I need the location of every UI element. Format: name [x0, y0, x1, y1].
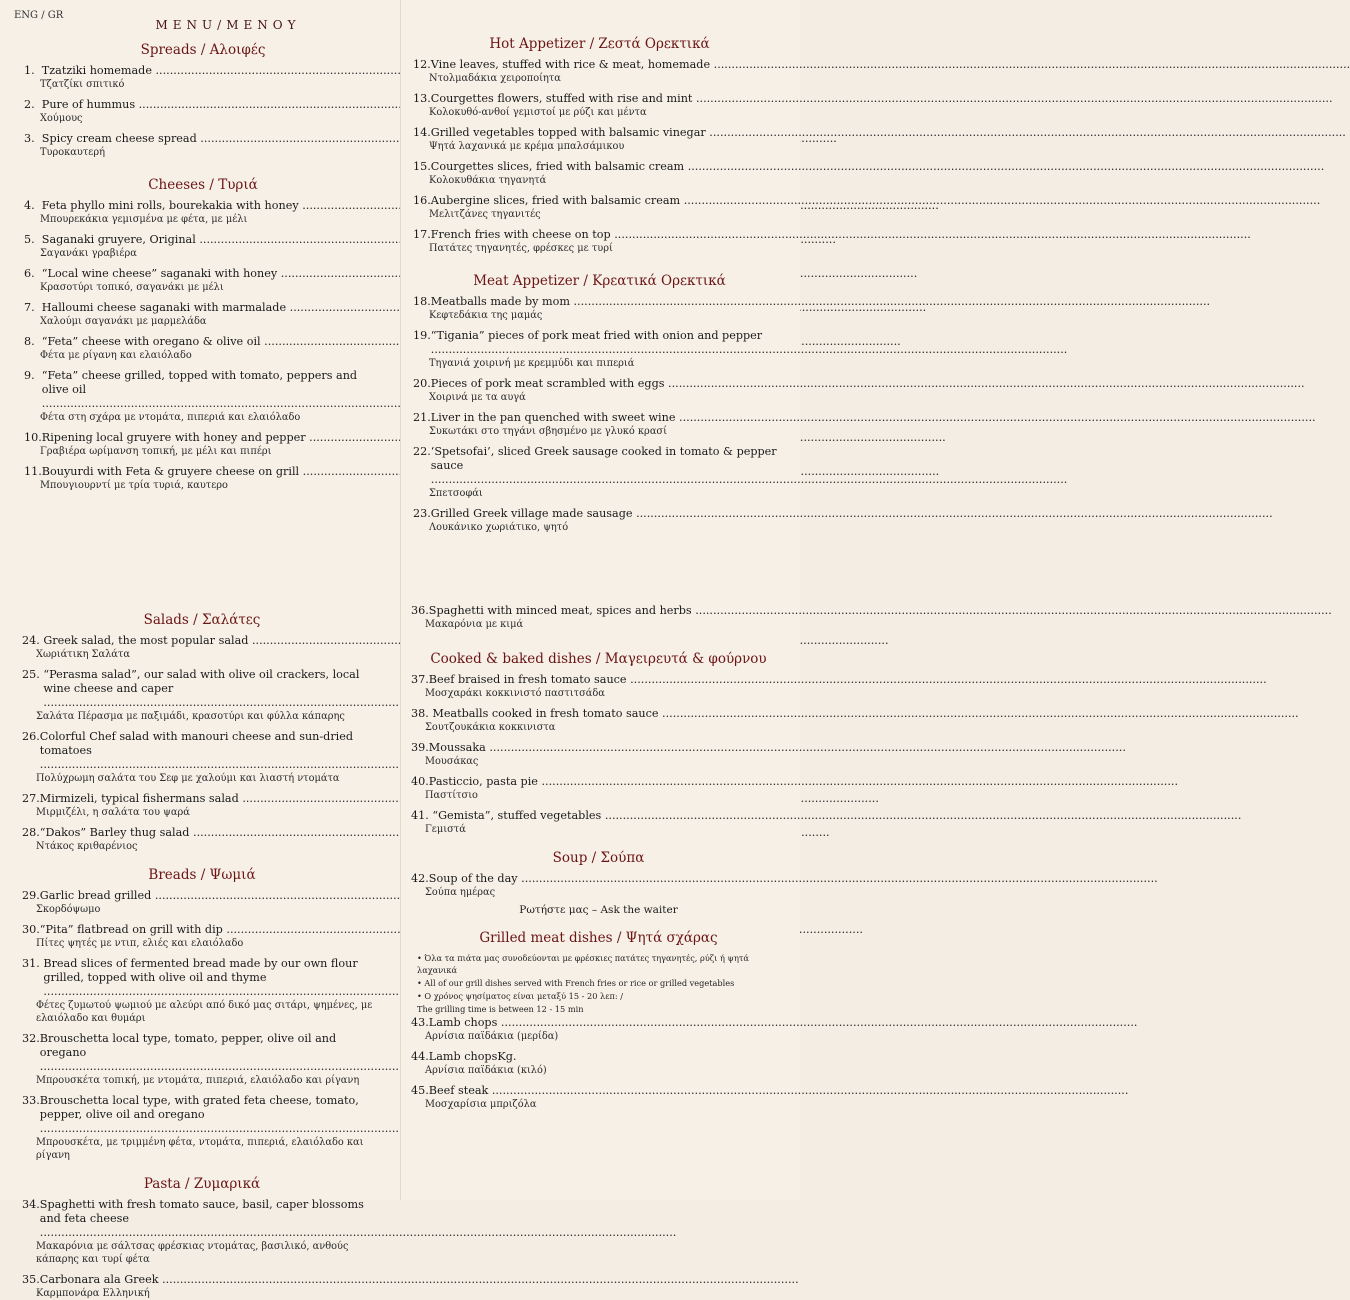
item-name-en: Carbonara ala Greek ..... — [40, 1273, 382, 1287]
menu-item[interactable] — [24, 98, 382, 125]
menu-item[interactable] — [413, 194, 786, 221]
item-name-gr: Ψητά λαχανικά με κρέμα μπαλσάμικου — [429, 141, 625, 152]
item-name-gr: Μιρμιζέλι, η σαλάτα του ψαρά — [36, 807, 190, 818]
item-number: 39. — [411, 741, 429, 754]
item-name-en: Courgettes slices, fried with balsamic cream ..... — [431, 160, 786, 174]
section-heading: Meat Appetizer / Κρεατικά Ορεκτικά — [473, 273, 726, 289]
item-name-gr: Καρμπονάρα Ελληνική — [36, 1288, 150, 1299]
menu-item[interactable] — [24, 465, 382, 492]
menu-item[interactable] — [413, 377, 786, 404]
grill-note: • Όλα τα πιάτα μας συνοδεύονται με φρέσκιες πατάτες τηγανητές, ρύζι ή ψητά λαχανικά — [417, 953, 749, 975]
item-english-line — [22, 957, 382, 999]
item-english-line — [24, 132, 382, 146]
item-number: 29. — [22, 889, 40, 902]
item-number: 25. — [22, 668, 44, 681]
menu-item[interactable] — [411, 673, 786, 700]
item-name-en: Grilled vegetables topped with balsamic vinegar ..... — [431, 126, 786, 140]
item-name-gr: Τζατζίκι σπιτικό — [40, 79, 125, 90]
item-name-en: Pieces of pork meat scrambled with eggs ..... — [431, 377, 786, 391]
item-name-gr: Φέτα με ρίγανη και ελαιόλαδο — [40, 350, 192, 361]
item-name-en: Beef braised in fresh tomato sauce ..... — [429, 673, 786, 687]
section-heading: Cooked & baked dishes / Μαγειρευτά & φούρνου — [430, 651, 767, 667]
item-number: 2. — [24, 98, 42, 111]
item-name-en: “Dakos” Barley thug salad ..... — [40, 826, 382, 840]
item-number: 20. — [413, 377, 431, 390]
item-number: 23. — [413, 507, 431, 520]
item-english-line — [413, 58, 786, 72]
item-name-gr: Μοσχαράκι κοκκινιστό παστιτσάδα — [425, 688, 605, 699]
item-name-en: Liver in the pan quenched with sweet wine ..... — [431, 411, 786, 425]
item-name-gr: Σαγανάκι γραβιέρα — [40, 248, 137, 259]
item-name-gr: Μακαρόνια με κιμά — [425, 619, 524, 630]
item-name-en: Pasticcio, pasta pie ..... — [429, 775, 786, 789]
item-name-en: “Tigania” pieces of pork meat fried with onion and pepper ..... — [431, 329, 786, 357]
item-english-line — [413, 194, 786, 208]
item-name-en: Meatballs made by mom ..... — [431, 295, 786, 309]
item-number: 14. — [413, 126, 431, 139]
item-english-line — [22, 923, 382, 937]
menu-item[interactable] — [24, 64, 382, 91]
menu-item[interactable] — [22, 826, 382, 853]
menu-item[interactable] — [22, 1273, 382, 1300]
item-english-line — [22, 1198, 382, 1240]
item-name-gr: Χαλούμι σαγανάκι με μαρμελάδα — [40, 316, 207, 327]
item-name-gr: Γεμιστά — [425, 824, 466, 835]
item-english-line — [24, 98, 382, 112]
grill-note: • Ο χρόνος ψησίματος είναι μεταξύ 15 - 20 λεπ: / — [417, 991, 623, 1001]
menu-item[interactable] — [411, 872, 786, 899]
section-heading: Soup / Σούπα — [552, 850, 645, 866]
item-number: 38. — [411, 707, 433, 720]
item-number: 16. — [413, 194, 431, 207]
item-english-line — [24, 335, 382, 349]
item-number: 43. — [411, 1016, 429, 1029]
item-name-gr: Φέτα στη σχάρα με ντομάτα, πιπεριά και ελαιόλαδο — [40, 412, 301, 423]
item-number: 45. — [411, 1084, 429, 1097]
section-heading: Grilled meat dishes / Ψητά σχάρας — [479, 930, 718, 946]
item-english-line — [413, 329, 786, 357]
menu-item[interactable] — [24, 431, 382, 458]
item-number: 19. — [413, 329, 431, 342]
item-english-line — [413, 228, 786, 242]
item-name-gr: Ντολμαδάκια χειροποίητα — [429, 73, 561, 84]
item-name-en: “Perasma salad”, our salad with olive oil crackers, local wine cheese and caper ..... — [43, 668, 382, 710]
item-number: 4. — [24, 199, 42, 212]
menu-item[interactable] — [24, 267, 382, 294]
item-name-en: Meatballs cooked in fresh tomato sauce ..... — [432, 707, 786, 721]
item-english-line — [22, 730, 382, 772]
menu-item[interactable] — [22, 1032, 382, 1087]
menu-item[interactable] — [413, 126, 786, 153]
item-name-gr: Παστίτσιο — [425, 790, 478, 801]
item-name-gr: Τηγανιά χοιρινή με κρεμμύδι και πιπεριά — [429, 358, 635, 369]
item-english-line — [22, 826, 382, 840]
item-name-gr: Γραβιέρα ωρίμανση τοπική, με μέλι και πιπέρι — [40, 446, 272, 457]
item-english-line — [413, 295, 786, 309]
item-number: 41. — [411, 809, 433, 822]
item-name-en: Brouschetta local type, with grated feta cheese, tomato, pepper, olive oil and oregano ..... — [40, 1094, 382, 1136]
menu-item[interactable] — [22, 792, 382, 819]
menu-item[interactable] — [22, 730, 382, 785]
item-english-line — [411, 1050, 786, 1064]
item-name-gr: Φέτες ζυμωτού ψωμιού με αλεύρι από δικό μας σιτάρι, ψημένες, με ελαιόλαδο και θυμάρι — [36, 1000, 373, 1024]
item-english-line — [411, 673, 786, 687]
item-english-line — [24, 199, 382, 213]
item-name-gr: Χούμους — [40, 113, 83, 124]
item-name-gr: Χοιρινά με τα αυγά — [429, 392, 526, 403]
menu-item[interactable] — [22, 668, 382, 723]
item-name-en: Colorful Chef salad with manouri cheese and sun-dried tomatoes ..... — [40, 730, 382, 772]
menu-item[interactable] — [22, 1198, 382, 1266]
item-name-en: Lamb chops Kg. — [429, 1050, 786, 1064]
item-name-gr: Μπρουσκέτα, με τριμμένη φέτα, ντομάτα, πιπεριά, ελαιόλαδο και ρίγανη — [36, 1137, 364, 1161]
item-english-line — [413, 445, 786, 487]
menu-item[interactable] — [413, 445, 786, 500]
item-english-line — [22, 1273, 382, 1287]
section-heading: Spreads / Αλοιφές — [140, 42, 266, 58]
item-english-line — [24, 431, 382, 445]
item-english-line — [24, 64, 382, 78]
item-name-en: “Local wine cheese” saganaki with honey ..... — [42, 267, 382, 281]
item-number: 12. — [413, 58, 431, 71]
item-english-line — [411, 872, 786, 886]
item-name-en: Beef steak ..... — [429, 1084, 786, 1098]
menu-item[interactable] — [411, 775, 786, 802]
item-english-line — [24, 301, 382, 315]
item-number: 32. — [22, 1032, 40, 1045]
item-name-en: Ripening local gruyere with honey and pepper ..... — [42, 431, 382, 445]
item-name-gr: Κεφτεδάκια της μαμάς — [429, 310, 543, 321]
section-heading: Hot Appetizer / Ζεστά Ορεκτικά — [489, 36, 710, 52]
item-name-en: Garlic bread grilled ..... — [40, 889, 382, 903]
item-name-gr: Μπρουσκέτα τοπική, με ντομάτα, πιπεριά, ελαιόλαδο και ρίγανη — [36, 1075, 360, 1086]
item-name-gr: Πολύχρωμη σαλάτα του Σεφ με χαλούμι και λιαστή ντομάτα — [36, 773, 340, 784]
item-name-en: Bouyurdi with Feta & gruyere cheese on grill ..... — [42, 465, 382, 479]
item-name-gr: Σκορδόψωμο — [36, 904, 101, 915]
item-number: 26. — [22, 730, 40, 743]
menu-title: MENU/MENOY — [155, 18, 301, 32]
menu-item[interactable] — [411, 1016, 786, 1043]
section-heading: Breads / Ψωμιά — [148, 867, 256, 883]
item-number: 22. — [413, 445, 431, 458]
item-name-en: “Feta” cheese grilled, topped with tomato, peppers and olive oil ..... — [42, 369, 382, 411]
item-number: 28. — [22, 826, 40, 839]
grill-note: The grilling time is between 12 - 15 min — [417, 1004, 584, 1014]
item-english-line — [24, 369, 382, 411]
menu-item[interactable] — [413, 160, 786, 187]
item-name-gr: Κρασοτύρι τοπικό, σαγανάκι με μέλι — [40, 282, 224, 293]
item-name-en: Spicy cream cheese spread ..... — [42, 132, 382, 146]
item-name-en: ‘Spetsofai’, sliced Greek sausage cooked in tomato & pepper sauce ..... — [431, 445, 786, 487]
menu-item[interactable] — [411, 707, 786, 734]
item-name-en: French fries with cheese on top ..... — [431, 228, 786, 242]
item-name-gr: Μουσάκας — [425, 756, 479, 767]
menu-item[interactable] — [22, 957, 382, 1025]
item-english-line — [24, 465, 382, 479]
menu-item[interactable] — [413, 507, 786, 534]
item-name-en: “Feta” cheese with oregano & olive oil ..... — [42, 335, 382, 349]
item-name-en: Bread slices of fermented bread made by our own flour grilled, topped with olive oil and thyme ..... — [43, 957, 382, 999]
item-number: 5. — [24, 233, 42, 246]
item-name-en: Lamb chops ..... — [429, 1016, 786, 1030]
item-number: 34. — [22, 1198, 40, 1211]
item-name-en: Feta phyllo mini rolls, bourekakia with honey ..... — [42, 199, 382, 213]
item-number: 21. — [413, 411, 431, 424]
item-english-line — [22, 792, 382, 806]
item-number: 7. — [24, 301, 42, 314]
item-name-gr: Κολοκυθάκια τηγανητά — [429, 175, 547, 186]
item-number: 36. — [411, 604, 429, 617]
menu-item[interactable] — [413, 411, 786, 438]
item-english-line — [413, 377, 786, 391]
item-name-gr: Αρνίσια παϊδάκια (κιλό) — [425, 1065, 547, 1076]
item-english-line — [411, 707, 786, 721]
item-english-line — [411, 741, 786, 755]
item-english-line — [22, 668, 382, 710]
item-name-en: Moussaka ..... — [429, 741, 786, 755]
item-name-gr: Σπετσοφάι — [429, 488, 483, 499]
item-number: 8. — [24, 335, 42, 348]
item-name-en: Greek salad, the most popular salad ..... — [43, 634, 382, 648]
menu-item[interactable] — [24, 369, 382, 424]
item-number: 40. — [411, 775, 429, 788]
item-english-line — [22, 889, 382, 903]
menu-item[interactable] — [411, 741, 786, 768]
menu-item[interactable] — [22, 634, 382, 661]
ask-waiter-note: Ρωτήστε μας – Ask the waiter — [519, 904, 678, 916]
item-name-gr: Σαλάτα Πέρασμα με παξιμάδι, κρασοτύρι και φύλλα κάπαρης — [36, 711, 345, 722]
menu-item[interactable] — [413, 329, 786, 370]
menu-page-2 — [400, 0, 800, 600]
menu-page-1 — [0, 0, 400, 600]
menu-item[interactable] — [411, 1084, 786, 1111]
item-name-en: Aubergine slices, fried with balsamic cream ..... — [431, 194, 786, 208]
item-number: 1. — [24, 64, 42, 77]
item-name-gr: Αρνίσια παϊδάκια (μερίδα) — [425, 1031, 559, 1042]
item-number: 24. — [22, 634, 44, 647]
item-english-line — [413, 507, 786, 521]
item-english-line — [413, 411, 786, 425]
item-english-line — [24, 267, 382, 281]
menu-item[interactable] — [411, 604, 786, 631]
item-number: 15. — [413, 160, 431, 173]
item-name-en: Vine leaves, stuffed with rice & meat, homemade ..... — [431, 58, 786, 72]
item-english-line — [22, 634, 382, 648]
item-english-line — [411, 775, 786, 789]
item-english-line — [22, 1032, 382, 1074]
item-name-en: Spaghetti with fresh tomato sauce, basil, caper blossoms and feta cheese ..... — [40, 1198, 382, 1240]
item-name-gr: Πίτες ψητές με ντιπ, ελιές και ελαιόλαδο — [36, 938, 244, 949]
item-english-line — [413, 160, 786, 174]
menu-item[interactable] — [24, 199, 382, 226]
item-name-gr: Ντάκος κριθαρένιος — [36, 841, 138, 852]
item-name-en: Saganaki gruyere, Original ..... — [42, 233, 382, 247]
item-english-line — [413, 92, 786, 106]
menu-item[interactable] — [413, 92, 786, 119]
item-number: 31. — [22, 957, 44, 970]
item-number: 11. — [24, 465, 42, 478]
item-name-en: “Gemista”, stuffed vegetables ..... — [432, 809, 786, 823]
item-number: 18. — [413, 295, 431, 308]
section-heading: Salads / Σαλάτες — [143, 612, 261, 628]
item-name-gr: Μακαρόνια με σάλτσας φρέσκιας ντομάτας, βασιλικό, ανθούς κάπαρης και τυρί φέτα — [36, 1241, 349, 1265]
item-name-en: Courgettes flowers, stuffed with rise and mint ..... — [431, 92, 786, 106]
menu-item[interactable] — [411, 1050, 786, 1077]
item-name-gr: Χωριάτικη Σαλάτα — [36, 649, 130, 660]
section-heading: Pasta / Ζυμαρικά — [143, 1176, 261, 1192]
item-number: 44. — [411, 1050, 429, 1063]
item-number: 30. — [22, 923, 40, 936]
menu-item[interactable] — [413, 295, 786, 322]
item-number: 10. — [24, 431, 42, 444]
menu-page-3 — [0, 600, 400, 1299]
menu-item[interactable] — [411, 809, 786, 836]
item-name-en: Spaghetti with minced meat, spices and herbs ..... — [429, 604, 786, 618]
item-name-gr: Πατάτες τηγανητές, φρέσκες με τυρί — [429, 243, 613, 254]
item-english-line — [411, 1016, 786, 1030]
item-name-gr: Λουκάνικο χωριάτικο, ψητό — [429, 522, 569, 533]
item-number: 42. — [411, 872, 429, 885]
item-name-en: Brouschetta local type, tomato, pepper, olive oil and oregano ..... — [40, 1032, 382, 1074]
item-number: 3. — [24, 132, 42, 145]
item-name-en: Pure of hummus ..... — [42, 98, 382, 112]
menu-item[interactable] — [24, 335, 382, 362]
menu-item[interactable] — [24, 132, 382, 159]
item-english-line — [22, 1094, 382, 1136]
item-english-line — [411, 809, 786, 823]
item-name-gr: Κολοκυθό-ανθοί γεμιστοί με ρύζι και μέντα — [429, 107, 647, 118]
item-number: 13. — [413, 92, 431, 105]
item-name-gr: Μπουρεκάκια γεμισμένα με φέτα, με μέλι — [40, 214, 248, 225]
menu-item[interactable] — [22, 889, 382, 916]
item-name-en: Halloumi cheese saganaki with marmalade ..... — [42, 301, 382, 315]
item-name-gr: Τυροκαυτερή — [40, 147, 105, 158]
item-name-en: “Pita” flatbread on grill with dip ..... — [40, 923, 382, 937]
section-heading: Cheeses / Τυριά — [148, 177, 258, 193]
item-name-gr: Σουτζουκάκια κοκκινιστα — [425, 722, 556, 733]
item-number: 37. — [411, 673, 429, 686]
menu-item[interactable] — [24, 233, 382, 260]
item-name-gr: Μπουγιουρντί με τρία τυριά, καυτερο — [40, 480, 228, 491]
item-name-en: Mirmizeli, typical fishermans salad ..... — [40, 792, 382, 806]
item-number: 35. — [22, 1273, 40, 1286]
item-number: 27. — [22, 792, 40, 805]
item-name-gr: Συκωτάκι στο τηγάνι σβησμένο με γλυκό κρασί — [429, 426, 667, 437]
item-english-line — [24, 233, 382, 247]
menu-item[interactable] — [22, 923, 382, 950]
item-english-line — [411, 604, 786, 618]
item-number: 33. — [22, 1094, 40, 1107]
item-number: 6. — [24, 267, 42, 280]
menu-item[interactable] — [24, 301, 382, 328]
item-number: 9. — [24, 369, 42, 382]
menu-page-4 — [400, 600, 800, 1200]
item-name-gr: Σούπα ημέρας — [425, 887, 496, 898]
grill-note: • All of our grill dishes served with French fries or rice or grilled vegetables — [417, 978, 735, 988]
menu-item[interactable] — [413, 58, 786, 85]
menu-item[interactable] — [22, 1094, 382, 1162]
item-english-line — [411, 1084, 786, 1098]
item-name-en: Grilled Greek village made sausage ..... — [431, 507, 786, 521]
item-name-en: Soup of the day ..... — [429, 872, 786, 886]
item-name-gr: Μοσχαρίσια μπριζόλα — [425, 1099, 537, 1110]
item-name-gr: Μελιτζάνες τηγανιτές — [429, 209, 541, 220]
item-number: 17. — [413, 228, 431, 241]
menu-item[interactable] — [413, 228, 786, 255]
item-name-en: Tzatziki homemade ..... — [42, 64, 382, 78]
item-english-line — [413, 126, 786, 140]
language-switch[interactable]: ENG / GR — [14, 10, 64, 21]
